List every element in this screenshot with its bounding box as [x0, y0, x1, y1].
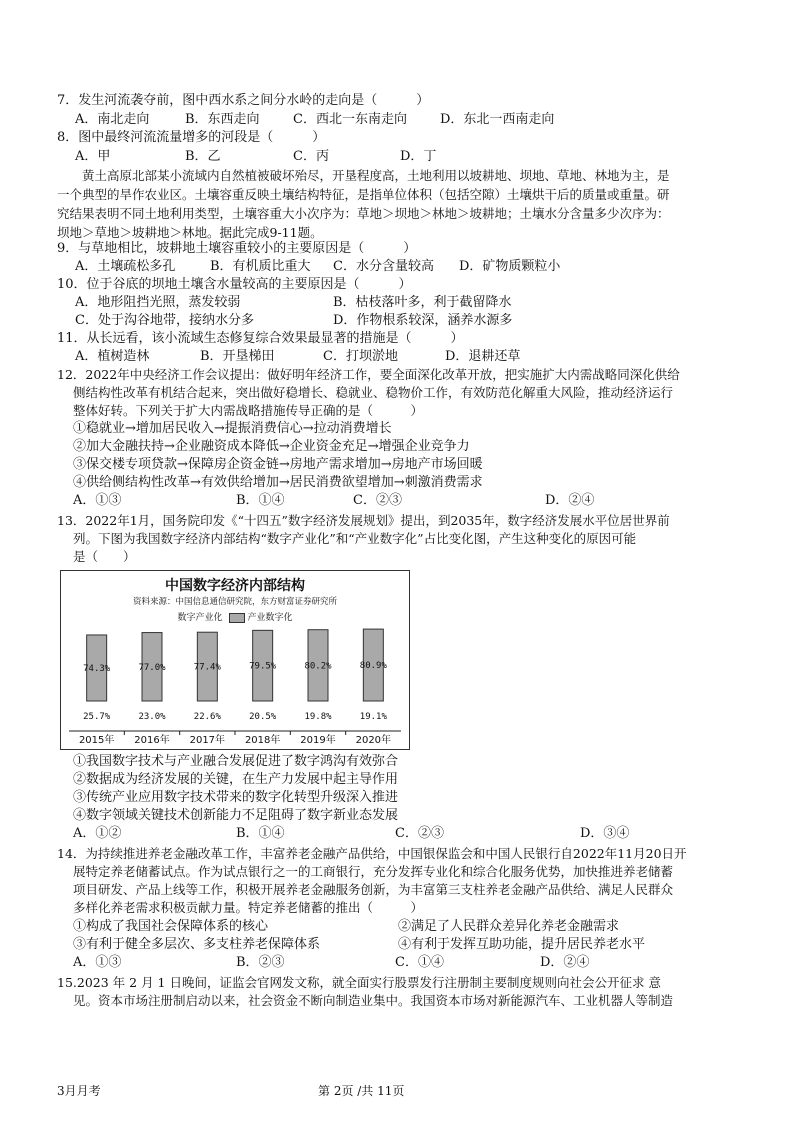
bar-label-lower: 19.1%: [359, 712, 387, 722]
q13-option-a: A．①②: [73, 826, 122, 841]
q7-option-a: A．南北走向: [75, 112, 150, 127]
q9-option-c: C．水分含量较高: [333, 259, 434, 274]
x-tick-label: 2017年: [189, 735, 226, 746]
footer-exam-name: 3月月考: [57, 1084, 101, 1098]
q12-item: ②加大金融扶持→企业融资成本降低→企业资金充足→增强企业竞争力: [73, 439, 470, 454]
q12-option-a: A．①③: [73, 493, 122, 508]
q12-item: ①稳就业→增加居民收入→提振消费信心→拉动消费增长: [73, 421, 392, 436]
x-tick-label: 2015年: [78, 735, 115, 746]
q10-option-b: B．枯枝落叶多，利于截留降水: [333, 295, 512, 310]
q14-item: ③有利于健全多层次、多支柱养老保障体系: [73, 937, 321, 952]
q14-option-c: C．①④: [395, 955, 444, 970]
q7-stem: 7．发生河流袭夺前，图中西水系之间分水岭的走向是（ ）: [57, 93, 430, 108]
q8-option-b: B．乙: [185, 149, 221, 164]
legend-label: 产业数字化: [247, 613, 293, 623]
q13-item: ③传统产业应用数字技术带来的数字化转型升级深入推进: [73, 790, 399, 805]
bar-label-upper: 77.0%: [138, 662, 166, 673]
q14-option-a: A．①③: [73, 955, 122, 970]
q14-item: ②满足了人民群众差异化养老金融需求: [398, 919, 620, 934]
footer-page-number: 第 2页 /共 11页: [318, 1084, 405, 1098]
q9-option-d: D．矿物质颗粒小: [459, 259, 561, 274]
bar-label-lower: 22.6%: [193, 712, 221, 722]
q15-stem-line: 见。资本市场注册制启动以来，社会资金不断向制造业集中。我国资本市场对新能源汽车、工业机器人等制造: [73, 993, 674, 1008]
bar-label-lower: 23.0%: [138, 712, 166, 722]
chart-plot: [61, 571, 409, 749]
q13-option-c: C．②③: [395, 826, 444, 841]
q8-option-c: C．丙: [293, 149, 329, 164]
chart-source: 资料来源：中国信息通信研究院，东方财富证券研究所: [132, 597, 337, 607]
q13-stem-line: 13．2022年1月，国务院印发《“十四五”数字经济发展规划》提出，到2035年，数字经济发展水平位居世界前: [57, 513, 670, 528]
x-tick-label: 2018年: [244, 735, 281, 746]
bar-label-lower: 20.5%: [249, 712, 277, 722]
q13-item: ②数据成为经济发展的关键，在生产力发展中起主导作用: [73, 772, 399, 787]
legend-label: 数字产业化: [177, 613, 223, 623]
bar-label-lower: 25.7%: [83, 712, 111, 722]
q10-stem: 10．位于谷底的坝地土壤含水量较高的主要原因是（ ）: [57, 277, 412, 292]
q13-option-d: D．③④: [580, 826, 630, 841]
bar-label-upper: 74.3%: [83, 663, 111, 674]
q7-option-d: D．东北一西南走向: [440, 112, 555, 127]
x-tick-label: 2019年: [300, 735, 336, 746]
q13-stem-line: 列。下图为我国数字经济内部结构“数字产业化”和“产业数字化”占比变化图，产生这种变化的原因可能: [73, 531, 637, 546]
q10-option-a: A．地形阻挡光照，蒸发较弱: [75, 295, 241, 310]
q11-stem: 11．从长远看，该小流域生态修复综合效果最显著的措施是（ ）: [57, 331, 464, 346]
q13-item: ④数字领域关键技术创新能力不足阻碍了数字新业态发展: [73, 808, 399, 823]
q12-item: ③保交楼专项贷款→保障房企资金链→房地产需求增加→房地产市场回暖: [73, 457, 483, 472]
q7-option-b: B．东西走向: [185, 112, 260, 127]
bar-label-upper: 79.5%: [249, 661, 277, 672]
q9-option-b: B．有机质比重大: [210, 259, 311, 274]
q14-stem-line: 14．为持续推进养老金融改革工作，丰富养老金融产品供给，中国银保监会和中国人民银行自2022年11月20日开: [57, 846, 687, 861]
passage-line: 究结果表明不同土地利用类型，土壤容重大小次序为：草地＞坝地＞林地＞坡耕地；土壤水分含量多少次序为：: [57, 206, 670, 221]
x-tick-label: 2016年: [134, 735, 170, 746]
q12-option-d: D．②④: [545, 493, 595, 508]
passage-line: 一个典型的旱作农业区。土壤容重反映土壤结构特征，是指单位体积（包括空隙）土壤烘干后的质量或重量。研: [57, 187, 670, 202]
bar-label-upper: 77.4%: [193, 662, 221, 673]
bar-label-lower: 19.8%: [304, 712, 332, 722]
passage-line: 坝地＞草地＞坡耕地＞林地。据此完成9-11题。: [57, 225, 323, 240]
q14-option-d: D．②④: [540, 955, 590, 970]
q14-item: ④有利于发挥互助功能，提升居民养老水平: [398, 937, 646, 952]
q12-option-b: B．①④: [236, 493, 285, 508]
q8-stem: 8．图中最终河流流量增多的河段是（ ）: [57, 130, 326, 145]
x-tick-label: 2020年: [355, 735, 392, 746]
q14-stem-line: 多样化养老需求积极贡献力量。特定养老储蓄的推出（ ）: [73, 900, 424, 915]
q12-stem-line: 侧结构性改革有机结合起来，突出做好稳增长、稳就业、稳物价工作，有效防范化解重大风险，推动经济运行: [73, 385, 674, 400]
q8-option-d: D．丁: [400, 149, 437, 164]
passage-line: 黄土高原北部某小流域内自然植被破坏殆尽，开垦程度高，土地利用以坡耕地、坝地、草地、林地为主，是: [57, 168, 670, 183]
q11-option-a: A．植树造林: [75, 349, 150, 364]
q10-option-d: D．作物根系较深，涵养水源多: [333, 313, 513, 328]
q13-option-b: B．①④: [236, 826, 285, 841]
q11-option-b: B．开垦梯田: [200, 349, 275, 364]
bar-label-upper: 80.9%: [359, 661, 387, 672]
q9-stem: 9．与草地相比，坡耕地土壤容重较小的主要原因是（ ）: [57, 241, 417, 256]
q11-option-c: C．打坝淤地: [323, 349, 398, 364]
q14-stem-line: 展特定养老储蓄试点。作为试点银行之一的工商银行，充分发挥专业化和综合化服务优势，加快推进养老储蓄: [73, 864, 674, 879]
q12-stem-line: 12．2022年中央经济工作会议提出：做好明年经济工作，要全面深化改革开放，把实施扩大内需战略同深化供给: [57, 367, 680, 382]
q12-stem-line: 整体好转。下列关于扩大内需战略措施传导正确的是（ ）: [73, 403, 424, 418]
bar-label-upper: 80.2%: [304, 661, 332, 672]
q8-option-a: A．甲: [75, 149, 111, 164]
q15-stem-line: 15.2023 年 2 月 1 日晚间，证监会官网发文称，就全面实行股票发行注册制主要制度规则向社会公开征求 意: [57, 975, 661, 990]
q9-option-a: A．土壤疏松多孔: [75, 259, 176, 274]
q12-item: ④供给侧结构性改革→有效供给增加→居民消费欲望增加→刺激消费需求: [73, 475, 483, 490]
q13-item: ①我国数字技术与产业融合发展促进了数字鸿沟有效弥合: [73, 754, 399, 769]
q14-item: ①构成了我国社会保障体系的核心: [73, 919, 269, 934]
q11-option-d: D．退耕还草: [445, 349, 521, 364]
q13-stem-line: 是（ ）: [73, 549, 136, 564]
q10-option-c: C．处于沟谷地带，接纳水分多: [75, 313, 254, 328]
chart-title: 中国数字经济内部结构: [165, 578, 305, 594]
q7-option-c: C．西北一东南走向: [293, 112, 407, 127]
q14-option-b: B．②③: [236, 955, 285, 970]
digital-economy-chart: [60, 570, 410, 750]
q12-option-c: C．②③: [353, 493, 402, 508]
q14-stem-line: 项目研发、产品上线等工作，积极开展养老金融服务创新，为丰富第三支柱养老金融产品供给、满足人民群众: [73, 882, 674, 897]
